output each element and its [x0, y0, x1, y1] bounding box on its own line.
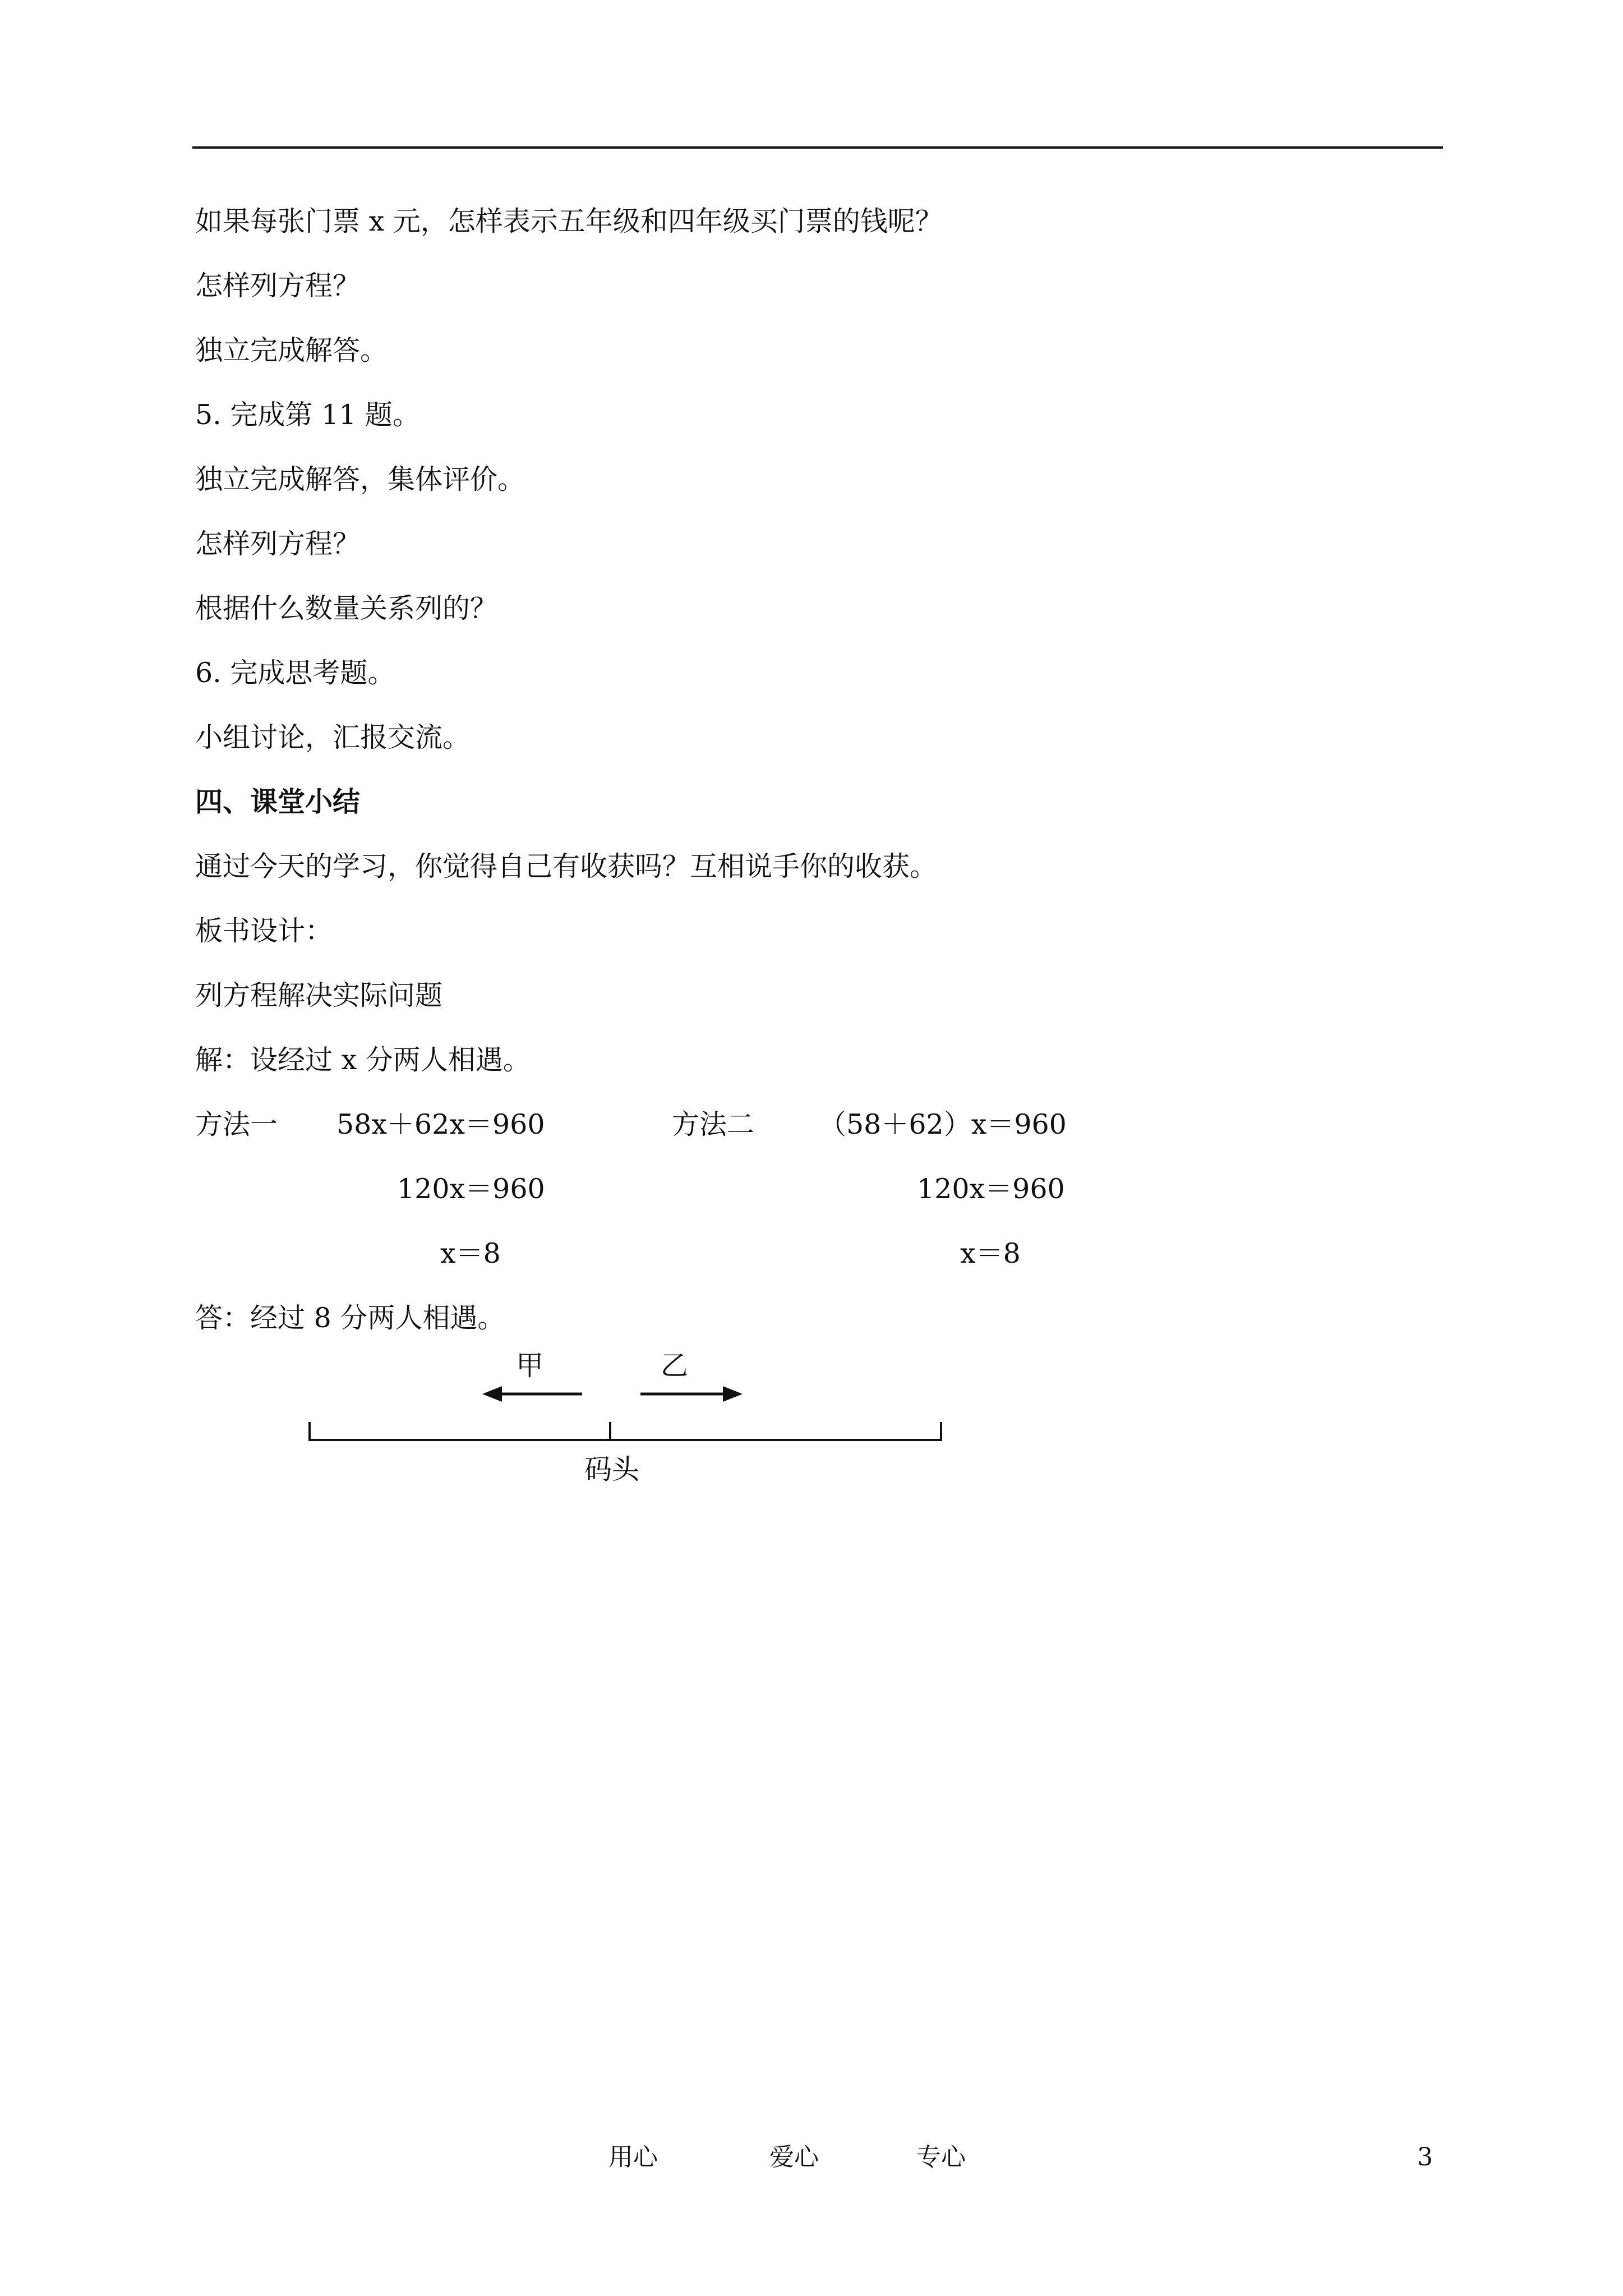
right-person-label: 乙 — [661, 1350, 689, 1382]
method-two-step: 120x＝960 — [917, 1173, 1065, 1205]
method-one-step: 120x＝960 — [397, 1173, 545, 1205]
dock-diagram — [292, 1349, 965, 1506]
text-line: 根据什么数量关系列的？ — [195, 592, 498, 624]
page-number: 3 — [1417, 2143, 1433, 2171]
footer-word: 爱心 — [769, 2143, 819, 2171]
section-heading: 四、课堂小结 — [195, 786, 361, 818]
left-person-label: 甲 — [516, 1350, 544, 1382]
text-line: 板书设计： — [195, 915, 333, 947]
footer-word: 用心 — [608, 2143, 658, 2171]
text-line: 如果每张门票 x 元，怎样表示五年级和四年级买门票的钱呢？ — [195, 205, 943, 237]
text-line: 解：设经过 x 分两人相遇。 — [195, 1044, 531, 1076]
footer-word: 专心 — [916, 2143, 966, 2171]
method-two-label: 方法二 — [672, 1108, 755, 1140]
text-line: 独立完成解答，集体评价。 — [195, 463, 525, 495]
text-line: 怎样列方程？ — [195, 270, 361, 302]
dock-label: 码头 — [584, 1453, 640, 1485]
text-line: 小组讨论，汇报交流。 — [195, 721, 471, 753]
answer-line: 答：经过 8 分两人相遇。 — [195, 1302, 505, 1334]
method-one-label: 方法一 — [195, 1108, 278, 1140]
text-line: 6. 完成思考题。 — [195, 657, 395, 689]
left-arrowhead — [482, 1386, 502, 1402]
method-one-step: 58x＋62x＝960 — [336, 1108, 545, 1140]
header-rule — [192, 146, 1443, 149]
method-two-step: （58＋62）x＝960 — [819, 1108, 1067, 1140]
text-line: 独立完成解答。 — [195, 334, 388, 366]
text-line: 怎样列方程？ — [195, 528, 361, 560]
right-arrowhead — [723, 1386, 743, 1402]
method-one-step: x＝8 — [440, 1237, 501, 1269]
text-line: 列方程解决实际问题 — [195, 979, 443, 1011]
text-line: 5. 完成第 11 题。 — [195, 399, 420, 431]
method-two-step: x＝8 — [960, 1237, 1021, 1269]
text-line: 通过今天的学习，你觉得自己有收获吗？互相说手你的收获。 — [195, 850, 938, 882]
